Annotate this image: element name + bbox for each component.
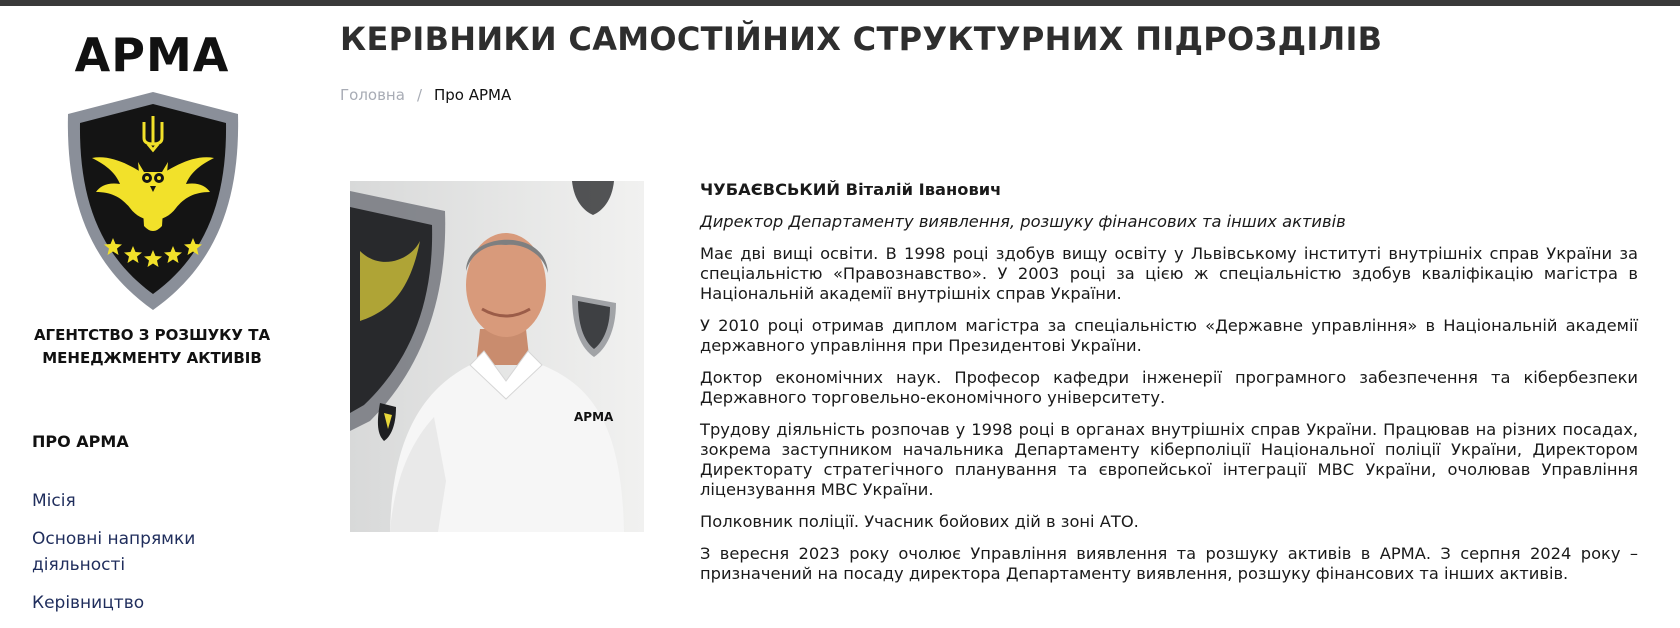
portrait-image <box>350 181 644 532</box>
bio-paragraph-education: Має дві вищі освіти. В 1998 році здобув вищу освіту у Львівському інституті внутрішніх справ України за спеціальністю «Правознавство». У 2003 році за цією ж спеціальністю здобув кваліфікацію магістра в Національній академії внутрішніх справ України. <box>700 244 1638 303</box>
bio-paragraph-doctorate: Доктор економічних наук. Професор кафедри інженерії програмного забезпечення та кібербезпеки Державного торговельно-економічного університету. <box>700 368 1638 407</box>
person-position: Директор Департаменту виявлення, розшуку фінансових та інших активів <box>700 212 1346 231</box>
bio-paragraph-current-role: З вересня 2023 року очолює Управління виявлення та розшуку активів в АРМА. З серпня 2024 року – призначений на посаду директора Департаменту виявлення, розшуку фінансових та інших активів. <box>700 544 1638 583</box>
bio-paragraph-career: Трудову діяльність розпочав у 1998 році в органах внутрішніх справ України. Працював на різних посадах, зокрема заступником начальника Департаменту кіберполіції Національної поліції України, Директором Директорату стратегічного планування та європейської інтеграції МВС України, очолював Управління ліцензування МВС України. <box>700 420 1638 499</box>
person-photo <box>350 181 644 532</box>
sidebar-item-main-directions[interactable]: Основні напрямки діяльності <box>32 529 196 575</box>
person-bio <box>700 180 1638 596</box>
sidebar-item-leadership[interactable]: Керівництво <box>32 593 145 613</box>
breadcrumb-home-link[interactable]: Головна <box>340 86 405 104</box>
page-title: КЕРІВНИКИ САМОСТІЙНИХ СТРУКТУРНИХ ПІДРОЗДІЛІВ <box>340 20 1383 58</box>
breadcrumb <box>340 86 511 104</box>
sidebar-nav <box>32 488 262 628</box>
breadcrumb-separator: / <box>416 86 422 104</box>
breadcrumb-current: Про АРМА <box>434 86 512 104</box>
sidebar-item-mission[interactable]: Місія <box>32 491 76 511</box>
logo-text[interactable]: АРМА <box>74 28 230 82</box>
bio-paragraph-masters: У 2010 році отримав диплом магістра за спеціальністю «Державне управління» в Національній академії державного управління при Президентові України. <box>700 316 1638 355</box>
sidebar-section-heading: ПРО АРМА <box>32 432 129 451</box>
bio-paragraph-rank: Полковник поліції. Учасник бойових дій в зоні АТО. <box>700 512 1139 531</box>
arma-emblem-logo[interactable] <box>58 88 248 314</box>
shirt-badge: АРМА <box>574 410 614 424</box>
top-bar <box>0 0 1680 6</box>
person-name: ЧУБАЄВСЬКИЙ Віталій Іванович <box>700 180 1002 199</box>
agency-name: АГЕНТСТВО З РОЗШУКУ ТА МЕНЕДЖМЕНТУ АКТИВІВ <box>33 326 271 367</box>
